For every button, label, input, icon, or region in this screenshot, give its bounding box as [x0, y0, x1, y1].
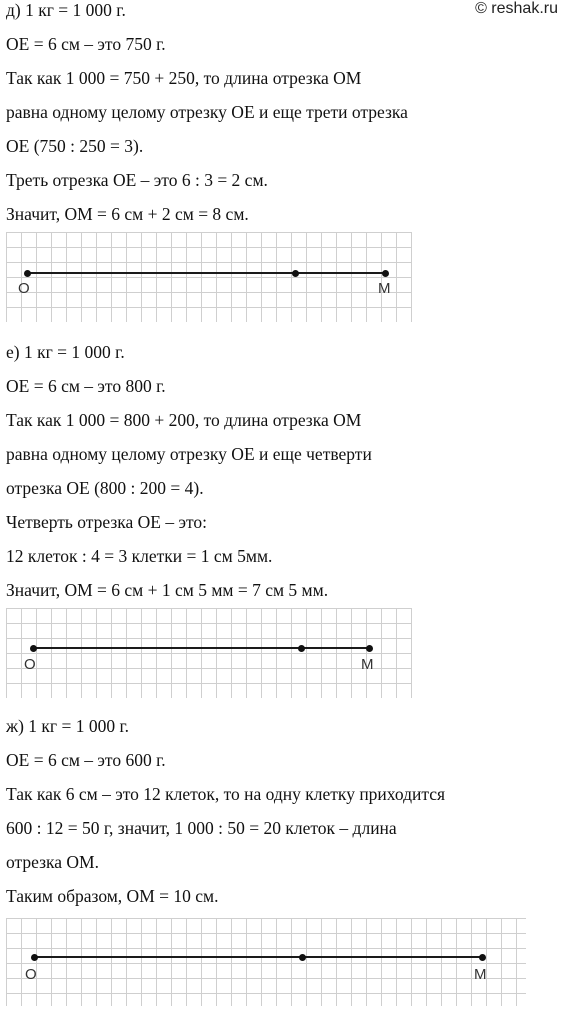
point-e: [298, 645, 305, 652]
text-line: OE = 6 см – это 600 г.: [6, 750, 166, 770]
text-line: Так как 1 000 = 800 + 200, то длина отрезка OM: [6, 410, 362, 430]
label-m: M: [361, 656, 374, 673]
watermark: © reshak.ru: [475, 0, 558, 17]
text-line: Так как 1 000 = 750 + 250, то длина отрезка OM: [6, 68, 362, 88]
text-line: Значит, OM = 6 см + 1 см 5 мм = 7 см 5 мм.: [6, 580, 329, 600]
segment-om: [33, 647, 369, 649]
text-line: OE (750 : 250 = 3).: [6, 136, 144, 156]
grid-figure: [6, 608, 412, 698]
text-line: отрезка OE (800 : 200 = 4).: [6, 478, 204, 498]
text-line: ж) 1 кг = 1 000 г.: [6, 716, 130, 736]
text-line: Четверть отрезка OE – это:: [6, 512, 208, 532]
point-o: [30, 645, 37, 652]
point-m: [479, 954, 486, 961]
text-line: равна одному целому отрезку OE и еще четверти: [6, 444, 372, 464]
text-line: е) 1 кг = 1 000 г.: [6, 342, 125, 362]
point-e: [299, 954, 306, 961]
point-o: [31, 954, 38, 961]
segment-om: [34, 956, 482, 958]
text-line: Таким образом, OM = 10 см.: [6, 886, 219, 906]
text-line: OE = 6 см – это 750 г.: [6, 34, 166, 54]
text-line: д) 1 кг = 1 000 г.: [6, 0, 126, 20]
text-line: равна одному целому отрезку OE и еще трети отрезка: [6, 102, 408, 122]
text-line: OE = 6 см – это 800 г.: [6, 376, 166, 396]
point-m: [382, 270, 389, 277]
point-o: [24, 270, 31, 277]
text-line: Так как 6 см – это 12 клеток, то на одну клетку приходится: [6, 784, 446, 804]
grid-figure: [6, 232, 412, 322]
text-line: 600 : 12 = 50 г, значит, 1 000 : 50 = 20 клеток – длина: [6, 818, 397, 838]
point-m: [366, 645, 373, 652]
point-e: [292, 270, 299, 277]
text-line: Треть отрезка OE – это 6 : 3 = 2 см.: [6, 170, 268, 190]
grid-figure: [6, 918, 526, 1006]
label-m: M: [474, 966, 487, 983]
segment-om: [27, 272, 385, 274]
label-m: M: [378, 280, 391, 297]
label-o: O: [25, 966, 37, 983]
label-o: O: [18, 280, 30, 297]
text-line: 12 клеток : 4 = 3 клетки = 1 см 5мм.: [6, 546, 273, 566]
text-line: Значит, OM = 6 см + 2 см = 8 см.: [6, 204, 249, 224]
label-o: O: [24, 656, 36, 673]
text-line: отрезка OM.: [6, 852, 99, 872]
